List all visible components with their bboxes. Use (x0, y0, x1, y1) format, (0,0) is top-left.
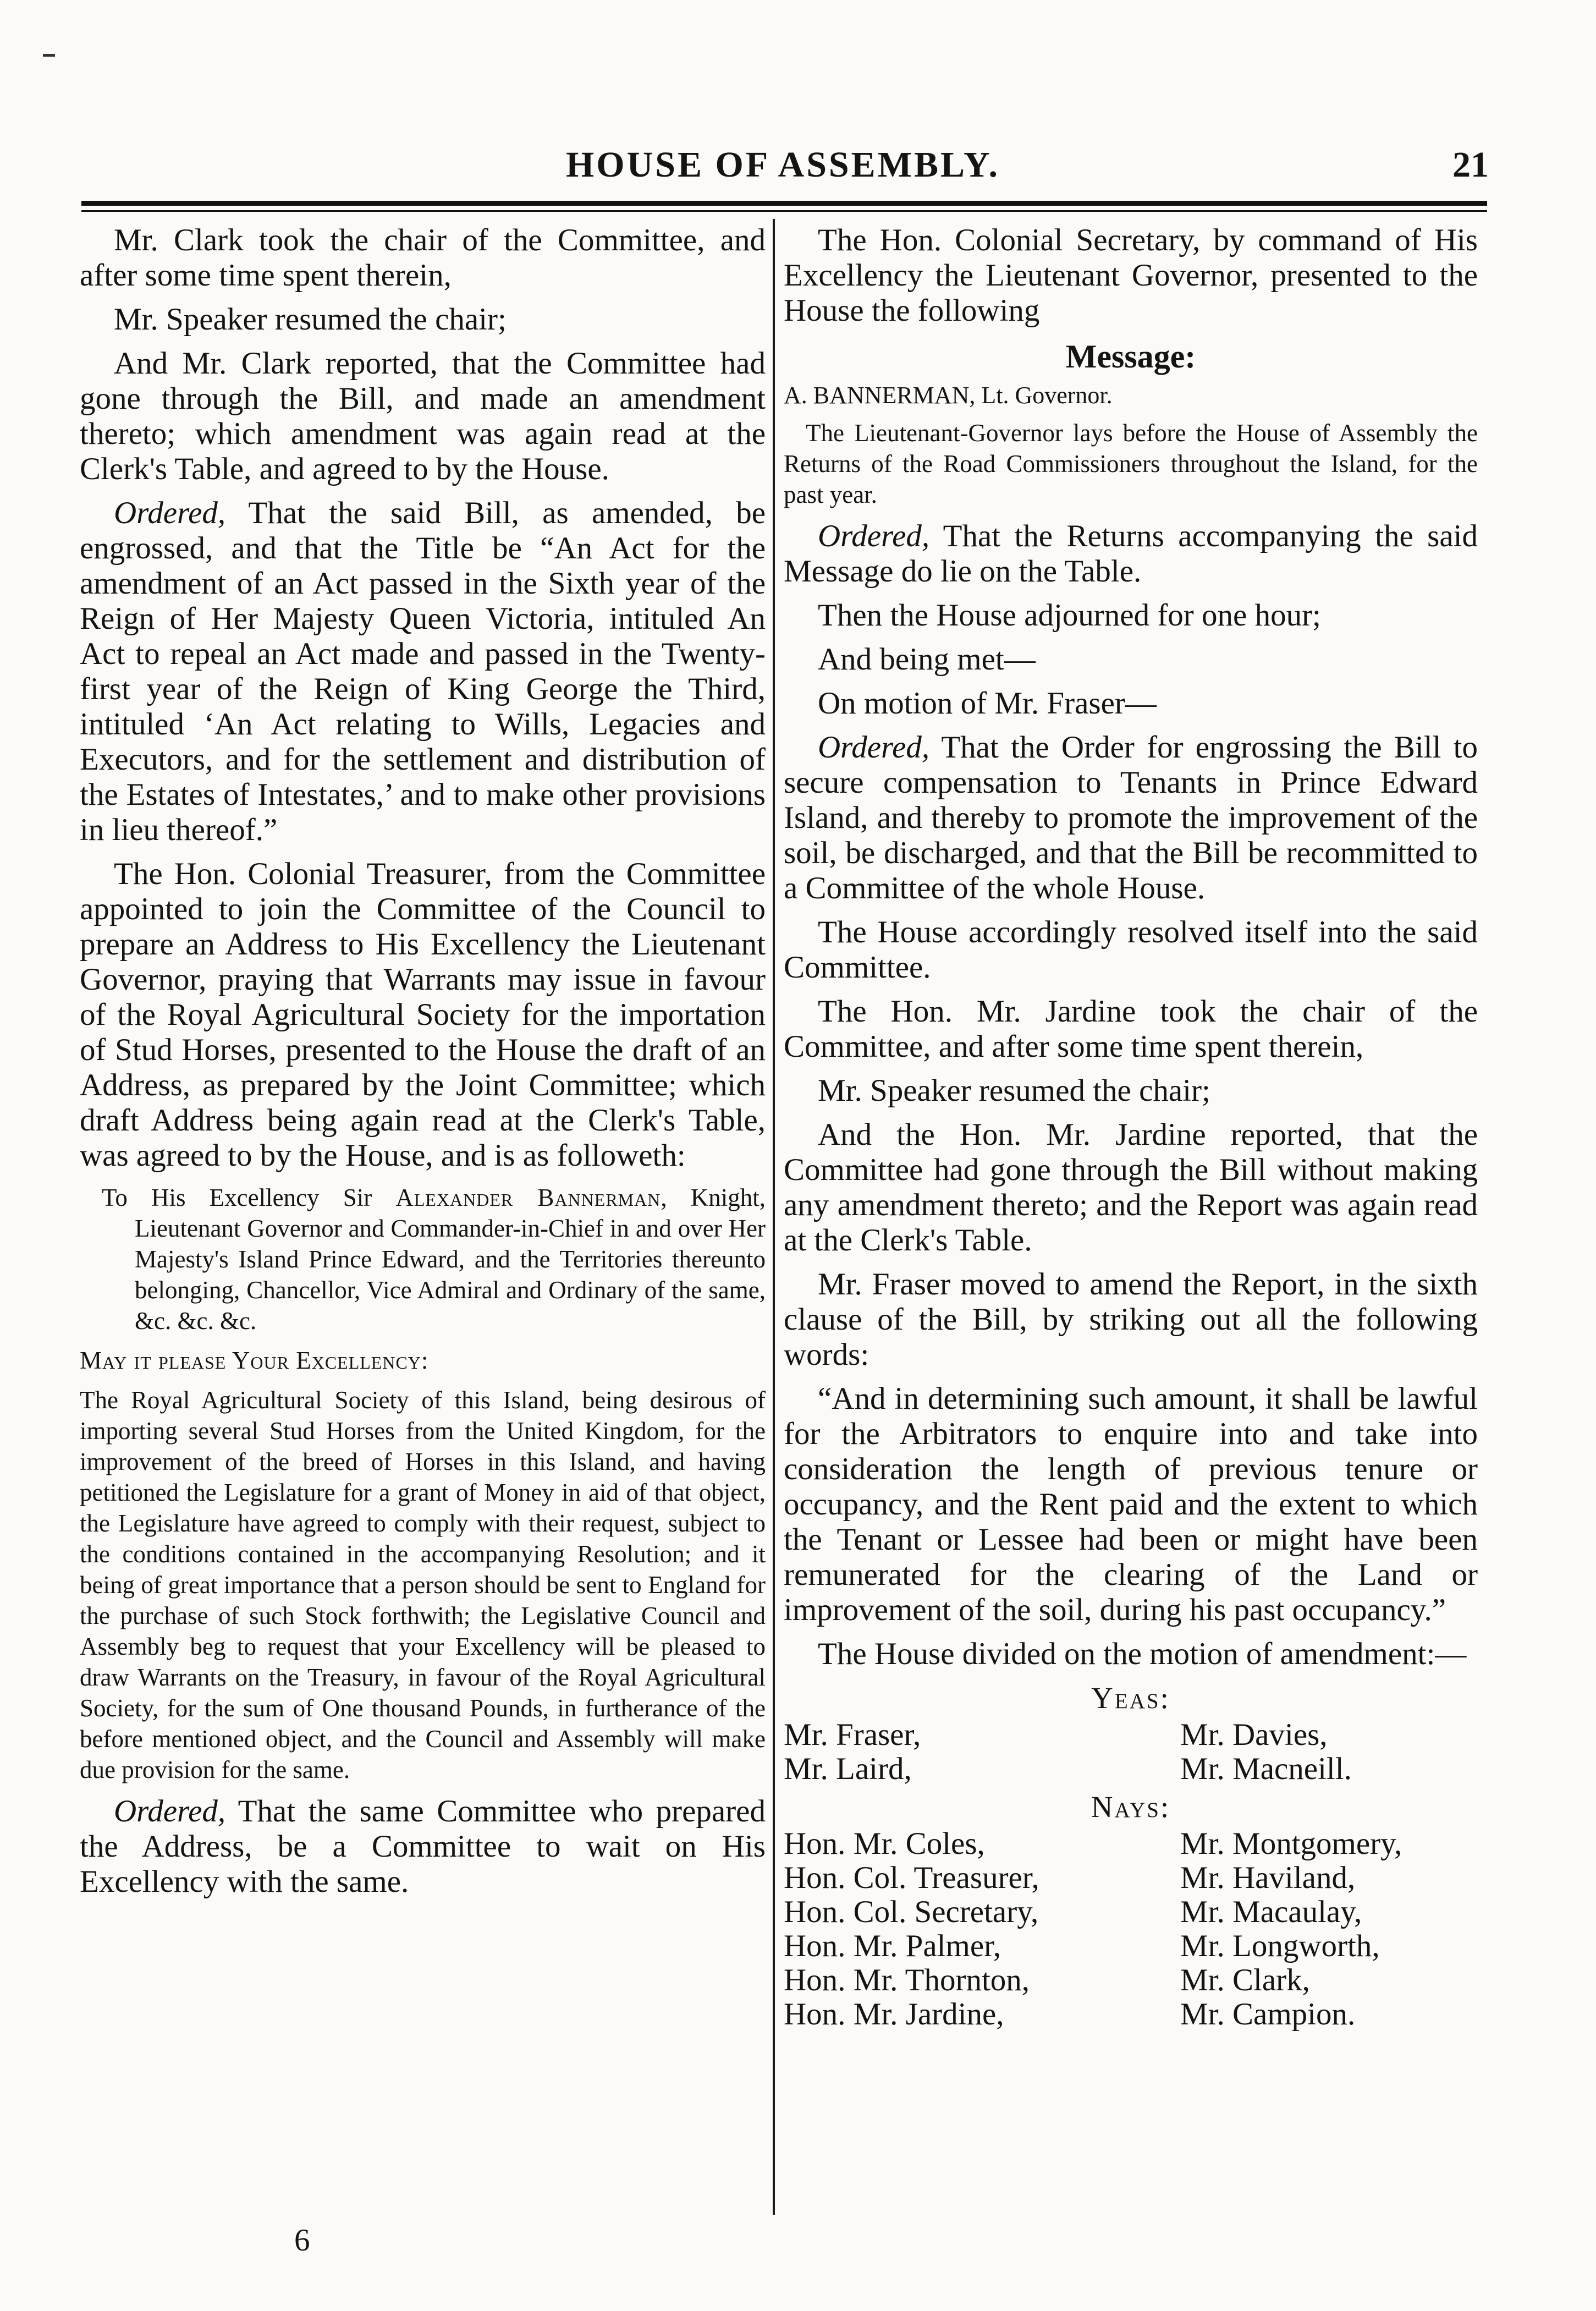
vote-row (784, 1997, 1478, 2032)
address-heading (80, 1182, 766, 1336)
vote-row (784, 1963, 1478, 1997)
paragraph: On motion of Mr. Fraser— (818, 686, 1157, 721)
message-heading: Message: (1065, 338, 1196, 375)
paragraph (80, 1794, 766, 1900)
vote-name: Mr. Laird, (784, 1752, 912, 1786)
vote-row (784, 1827, 1478, 1861)
ordered-label: Ordered, (818, 730, 930, 765)
paragraph: Mr. Fraser moved to amend the Report, in the sixth clause of the Bill, by striking out all the following words: (784, 1267, 1478, 1372)
paragraph: The House divided on the motion of amendment:— (818, 1637, 1467, 1671)
yeas-heading: Yeas: (1091, 1681, 1170, 1715)
vote-name: Mr. Haviland, (1180, 1860, 1356, 1895)
vote-name: Mr. Montgomery, (1180, 1826, 1402, 1861)
address-to: To His Excellency Sir (102, 1184, 396, 1211)
vote-row (784, 1861, 1478, 1895)
ordered-label: Ordered, (114, 496, 226, 530)
vote-name: Hon. Mr. Thornton, (784, 1963, 1030, 1997)
vote-row (784, 1895, 1478, 1929)
paragraph (80, 496, 766, 848)
margin-mark (43, 54, 55, 57)
message-body: The Lieutenant-Governor lays before the House of Assembly the Returns of the Road Commissioners throughout the Island, for the past year. (784, 419, 1478, 508)
address-name: Alexander Bannerman (395, 1184, 661, 1211)
vote-name: Mr. Davies, (1180, 1717, 1328, 1752)
nays-heading: Nays: (1091, 1790, 1171, 1824)
paragraph (784, 730, 1478, 906)
vote-name: Hon. Col. Secretary, (784, 1895, 1039, 1929)
paragraph: Mr. Speaker resumed the chair; (114, 302, 507, 337)
quoted-amendment: “And in determining such amount, it shall be lawful for the Arbitrators to enquire into and take into consideration the length of previous tenure or occupancy, and the Rent paid and the extent to which the Tenant or Lessee had been or might have been remunerated for the clearing of the Land or improvement of the soil, during his past occupancy.” (784, 1381, 1478, 1627)
vote-row (784, 1929, 1478, 1963)
ordered-label: Ordered, (818, 519, 930, 553)
right-column (784, 223, 1478, 2214)
ordered-label: Ordered, (114, 1794, 226, 1829)
left-column (80, 223, 766, 2214)
paragraph-text: That the same Committee who prepared the Address, be a Committee to wait on His Excellency with the same. (80, 1794, 766, 1899)
salutation: May it please Your Excellency: (80, 1347, 429, 1374)
yeas-table (784, 1718, 1478, 1786)
vote-name: Mr. Longworth, (1180, 1929, 1380, 1963)
page-number: 21 (1452, 145, 1489, 185)
vote-name: Hon. Mr. Coles, (784, 1826, 985, 1861)
running-head: HOUSE OF ASSEMBLY. (565, 145, 1000, 185)
vote-name: Hon. Mr. Jardine, (784, 1997, 1004, 2032)
paragraph: The Hon. Colonial Treasurer, from the Committee appointed to join the Committee of the Council to prepare an Address to His Excellency the Lieutenant Governor, praying that Warrants may issue in favour of the Royal Agricultural Society for the importation of Stud Horses, presented to the House the draft of an Address, as prepared by the Joint Committee; which draft Address being again read at the Clerk's Table, was agreed to by the House, and is as followeth: (80, 857, 766, 1173)
governor-signature: A. BANNERMAN, Lt. Governor. (784, 382, 1113, 409)
vote-name: Hon. Mr. Palmer, (784, 1929, 1001, 1963)
signature-mark: 6 (294, 2223, 310, 2258)
vote-name: Mr. Fraser, (784, 1717, 921, 1752)
vote-row (784, 1718, 1478, 1752)
nays-table (784, 1827, 1478, 2032)
page-header (77, 144, 1489, 205)
paragraph-text: That the Returns accompanying the said Message do lie on the Table. (784, 519, 1478, 589)
vote-name: Mr. Clark, (1180, 1963, 1310, 1997)
vote-name: Mr. Macaulay, (1180, 1895, 1362, 1929)
vote-name: Mr. Macneill. (1180, 1752, 1352, 1786)
paragraph: The House accordingly resolved itself into the said Committee. (784, 915, 1478, 985)
paragraph: Then the House adjourned for one hour; (818, 598, 1321, 633)
paragraph-text: That the Order for engrossing the Bill to secure compensation to Tenants in Prince Edward Island, and thereby to promote the improvement of the soil, be discharged, and that the Bill be recommitted to a Committee of the whole House. (784, 730, 1478, 905)
paragraph-text: That the said Bill, as amended, be engrossed, and that the Title be “An Act for the amendment of an Act passed in the Sixth year of the Reign of Her Majesty Queen Victoria, intituled An Act to repeal an Act made and passed in the Twenty-first year of the Reign of King George the Third, intituled ‘An Act relating to Wills, Legacies and Executors, and for the settlement and distribution of the Estates of Intestates,’ and to make other provisions in lieu thereof.” (80, 496, 766, 847)
paragraph: And the Hon. Mr. Jardine reported, that the Committee had gone through the Bill without making any amendment thereto; and the Report was again read at the Clerk's Table. (784, 1117, 1478, 1258)
vote-name: Mr. Campion. (1180, 1997, 1356, 2032)
address-title: , Knight, Lieutenant Governor and Commander-in-Chief in and over Her Majesty's Island Prince Edward, and the Territories thereunto belonging, Chancellor, Vice Admiral and Ordinary of the same, &c. &c. &c. (135, 1184, 766, 1335)
paragraph: Mr. Speaker resumed the chair; (818, 1073, 1210, 1108)
header-rule-thick (81, 201, 1487, 206)
paragraph: Mr. Clark took the chair of the Committee, and after some time spent therein, (80, 223, 766, 293)
address-body: The Royal Agricultural Society of this Island, being desirous of importing several Stud Horses from the United Kingdom, for the improvement of the breed of Horses in this Island, and having petitioned the Legislature for a grant of Money in aid of that object, the Legislature have agreed to comply with their request, subject to the conditions contained in the accompanying Resolution; and it being of great importance that a person should be sent to England for the purchase of such Stock forthwith; the Legislative Council and Assembly beg to request that your Excellency will be pleased to draw Warrants on the Treasury, in favour of the Royal Agricultural Society, for the sum of One thousand Pounds, in furtherance of the before mentioned object, and the Council and Assembly will make due provision for the same. (80, 1386, 766, 1783)
paragraph: And Mr. Clark reported, that the Committee had gone through the Bill, and made an amendment thereto; which amendment was again read at the Clerk's Table, and agreed to by the House. (80, 346, 766, 486)
column-divider (773, 219, 775, 2215)
paragraph (784, 519, 1478, 589)
vote-row (784, 1752, 1478, 1786)
header-rule-thin (81, 210, 1487, 212)
paragraph: The Hon. Mr. Jardine took the chair of the Committee, and after some time spent therein, (784, 994, 1478, 1064)
paragraph: And being met— (818, 642, 1036, 677)
paragraph: The Hon. Colonial Secretary, by command of His Excellency the Lieutenant Governor, presented to the House the following (784, 223, 1478, 328)
vote-name: Hon. Col. Treasurer, (784, 1860, 1039, 1895)
